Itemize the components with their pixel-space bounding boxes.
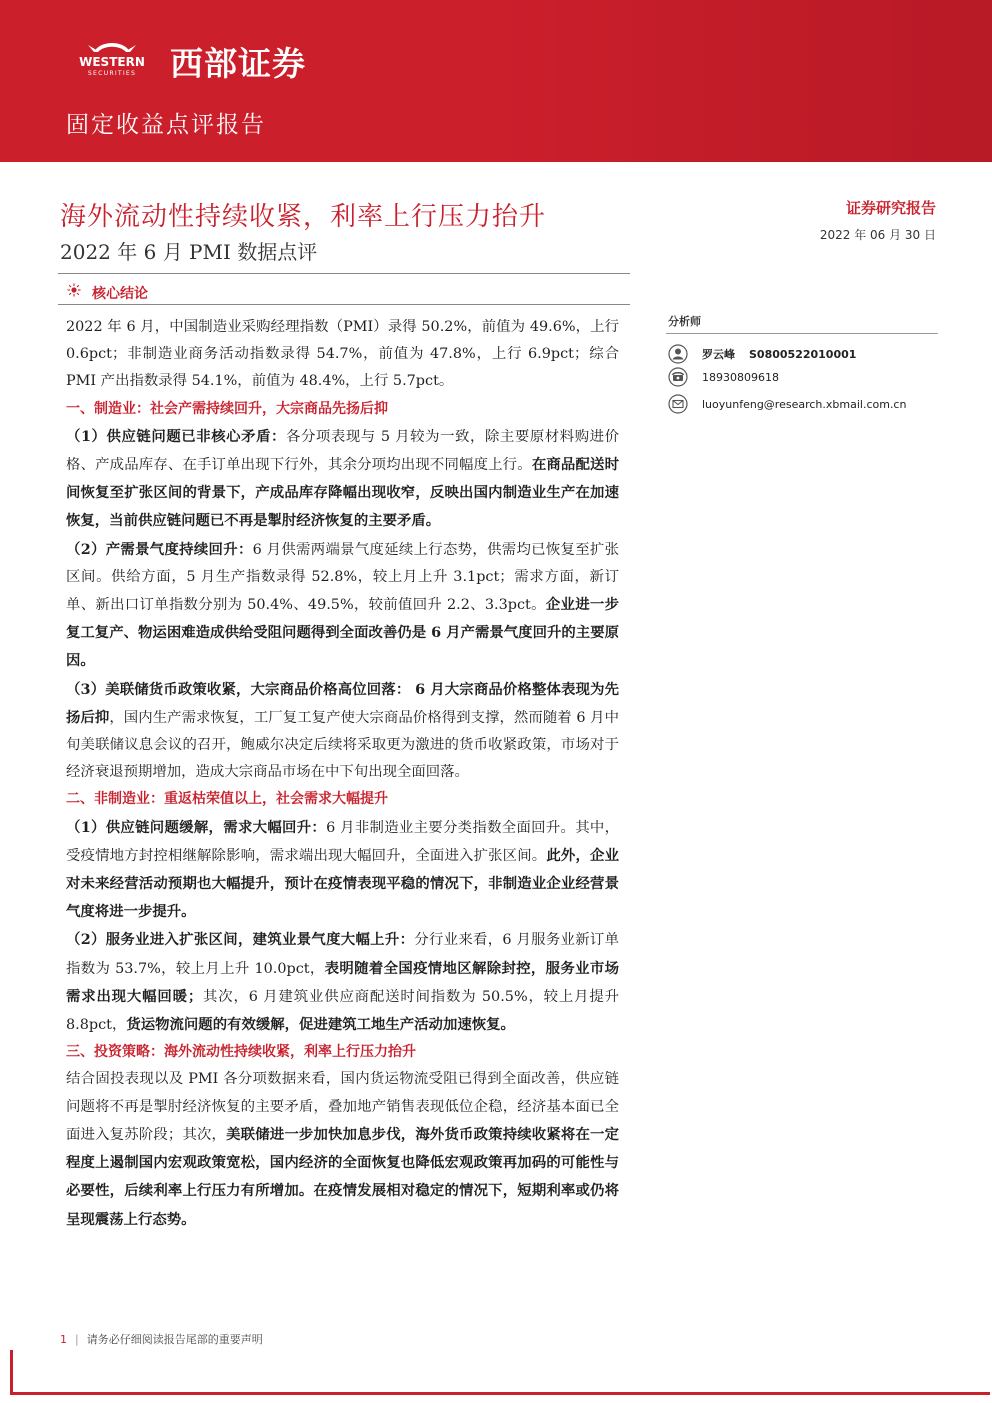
section-heading-non-manufacturing: 二、非制造业：重返枯荣值以上，社会需求大幅提升 [66, 791, 388, 808]
bold-text: 企业进一步复工复产、物运困难造成供给受阻问题得到全面改善仍是 6 月产需景气度回升的主要原因。 [66, 596, 619, 670]
bold-lead: （1）供应链问题缓解，需求大幅回升： [66, 818, 327, 836]
doc-type-label: 证券研究报告 [845, 199, 936, 217]
report-subtitle: 2022 年 6 月 PMI 数据点评 [60, 240, 318, 264]
paragraph-text: 其次，6 月建筑业供应商配送时间指数为 50.5%，较上月提升 8.8pct， [66, 988, 619, 1034]
core-conclusion-heading [66, 283, 148, 303]
analyst-phone-row [668, 366, 779, 388]
corner-accent-vertical [10, 1350, 13, 1395]
core-divider [58, 304, 630, 305]
section-heading-manufacturing: 一、制造业：社会产需持续回升，大宗商品先扬后抑 [66, 400, 388, 417]
bold-lead: （3）美联储货币政策收紧，大宗商品价格高位回落： [66, 680, 411, 698]
analyst-name: 罗云峰 [702, 348, 735, 361]
core-heading-text: 核心结论 [92, 286, 148, 302]
brand-name: 西部证券 [170, 44, 306, 83]
paragraph-text: 结合固投表现以及 PMI 各分项数据来看，国内货运物流受阻已得到全面改善，供应链问题将不再是掣肘经济恢复的主要矛盾，叠加地产销售表现低位企稳，经济基本面已全面进入复苏阶段；其次， [66, 1071, 619, 1143]
paragraph-text: ，国内生产需求恢复，工厂复工复产使大宗商品价格得到支撑，然而随着 6 月中旬美联储议息会议的召开，鲍威尔决定后续将采取更为激进的货币收紧政策，市场对于经济衰退预期增加，造成大宗商品市场在中下旬出现全面回落。 [66, 709, 619, 781]
paragraph-text: 各分项表现与 5 月较为一致，除主要原材料购进价格、产成品库存、在手订单出现下行外，其余分项均出现不同幅度上行。 [66, 428, 619, 474]
title-divider [58, 273, 630, 274]
bold-text: 表明随着全国疫情地区解除封控，服务业市场需求出现大幅回暖； [66, 959, 619, 1005]
page-footer [60, 1331, 263, 1347]
footer-separator: | [75, 1332, 79, 1346]
paragraph-text: 6 月非制造业主要分类指数全面回升。其中，受疫情地方封控相继解除影响，需求端出现大幅回升，全面进入扩张区间。 [66, 819, 620, 864]
paragraph-strategy [66, 1066, 619, 1233]
bold-lead: （2）服务业进入扩张区间，建筑业景气度大幅上升： [66, 931, 415, 949]
bold-text: 货运物流问题的有效缓解，促进建筑工地生产活动加速恢复。 [126, 1016, 515, 1034]
analyst-heading: 分析师 [668, 315, 701, 328]
paragraph-text: 分行业来看，6 月服务业新订单指数为 53.7%，较上月上升 10.0pct， [66, 932, 620, 977]
analyst-name-row [668, 343, 856, 365]
report-title: 海外流动性持续收紧，利率上行压力抬升 [60, 202, 547, 232]
page-number: 1 [60, 1332, 67, 1346]
logo-subtext: SECURITIES [87, 70, 137, 77]
person-icon [668, 344, 688, 364]
phone-icon [668, 367, 688, 387]
section-heading-strategy: 三、投资策略：海外流动性持续收紧，利率上行压力抬升 [66, 1044, 416, 1061]
bold-lead: （2）产需景气度持续回升： [66, 540, 253, 558]
report-date: 2022 年 06 月 30 日 [819, 228, 936, 242]
bold-text: 此外，企业对未来经营活动预期也大幅提升，预计在疫情表现平稳的情况下，非制造业企业经营景气度将进一步提升。 [66, 846, 619, 921]
banner-shade [472, 0, 992, 162]
paragraph-services-construction [66, 926, 619, 1039]
analyst-email-row [668, 393, 906, 415]
paragraph-nonmfg-demand [66, 814, 619, 927]
bold-text: 在商品配送时间恢复至扩张区间的背景下，产成品库存降幅出现收窄，反映出国内制造业生产在加速恢复，当前供应链问题已不再是掣肘经济恢复的主要矛盾。 [66, 456, 619, 530]
analyst-divider [666, 333, 938, 334]
paragraph-supply-chain [66, 423, 619, 536]
western-securities-logo [64, 38, 160, 78]
bold-text: 6 月大宗商品价格整体表现为先扬后抑 [66, 680, 619, 726]
paragraph-demand [66, 536, 619, 676]
report-body [66, 314, 619, 1234]
analyst-email[interactable]: luoyunfeng@research.xbmail.com.cn [702, 397, 907, 411]
bold-text: 美联储进一步加快加息步伐，海外货币政策持续收紧将在一定程度上遏制国内宏观政策宽松，国内经济的全面恢复也降低宏观政策再加码的可能性与必要性，后续利率上行压力有所增加。在疫情发展相对稳定的情况下，短期利率或仍将呈现震荡上行态势。 [66, 1125, 619, 1228]
envelope-icon [668, 394, 688, 414]
paragraph-commodities [66, 676, 619, 787]
sun-bullet-icon [66, 283, 82, 297]
paragraph-text: 6 月供需两端景气度延续上行态势，供需均已恢复至扩张区间。供给方面，5 月生产指数录得 52.8%，较上月上升 3.1pct；需求方面，新订单、新出口订单指数分别为 50.4%、49.5%，较前值回升 2.2、3.3pct。 [66, 541, 620, 614]
analyst-phone: 18930809618 [702, 370, 779, 384]
header-banner [0, 0, 992, 162]
analyst-cert-number: S0800522010001 [749, 347, 857, 361]
bold-lead: （1）供应链问题已非核心矛盾： [66, 427, 286, 445]
corner-accent-horizontal [10, 1392, 990, 1395]
disclaimer-note: 请务必仔细阅读报告尾部的重要声明 [86, 1333, 263, 1346]
summary-paragraph: 2022 年 6 月，中国制造业采购经理指数（PMI）录得 50.2%，前值为 49.6%，上行 0.6pct；非制造业商务活动指数录得 54.7%，前值为 47.8%，上行 6.9pct；综合 PMI 产出指数录得 54.1%，前值为 48.4%，上行 5.7pct。 [66, 319, 619, 390]
report-category: 固定收益点评报告 [66, 112, 266, 138]
logo-text: WESTERN [79, 55, 145, 69]
